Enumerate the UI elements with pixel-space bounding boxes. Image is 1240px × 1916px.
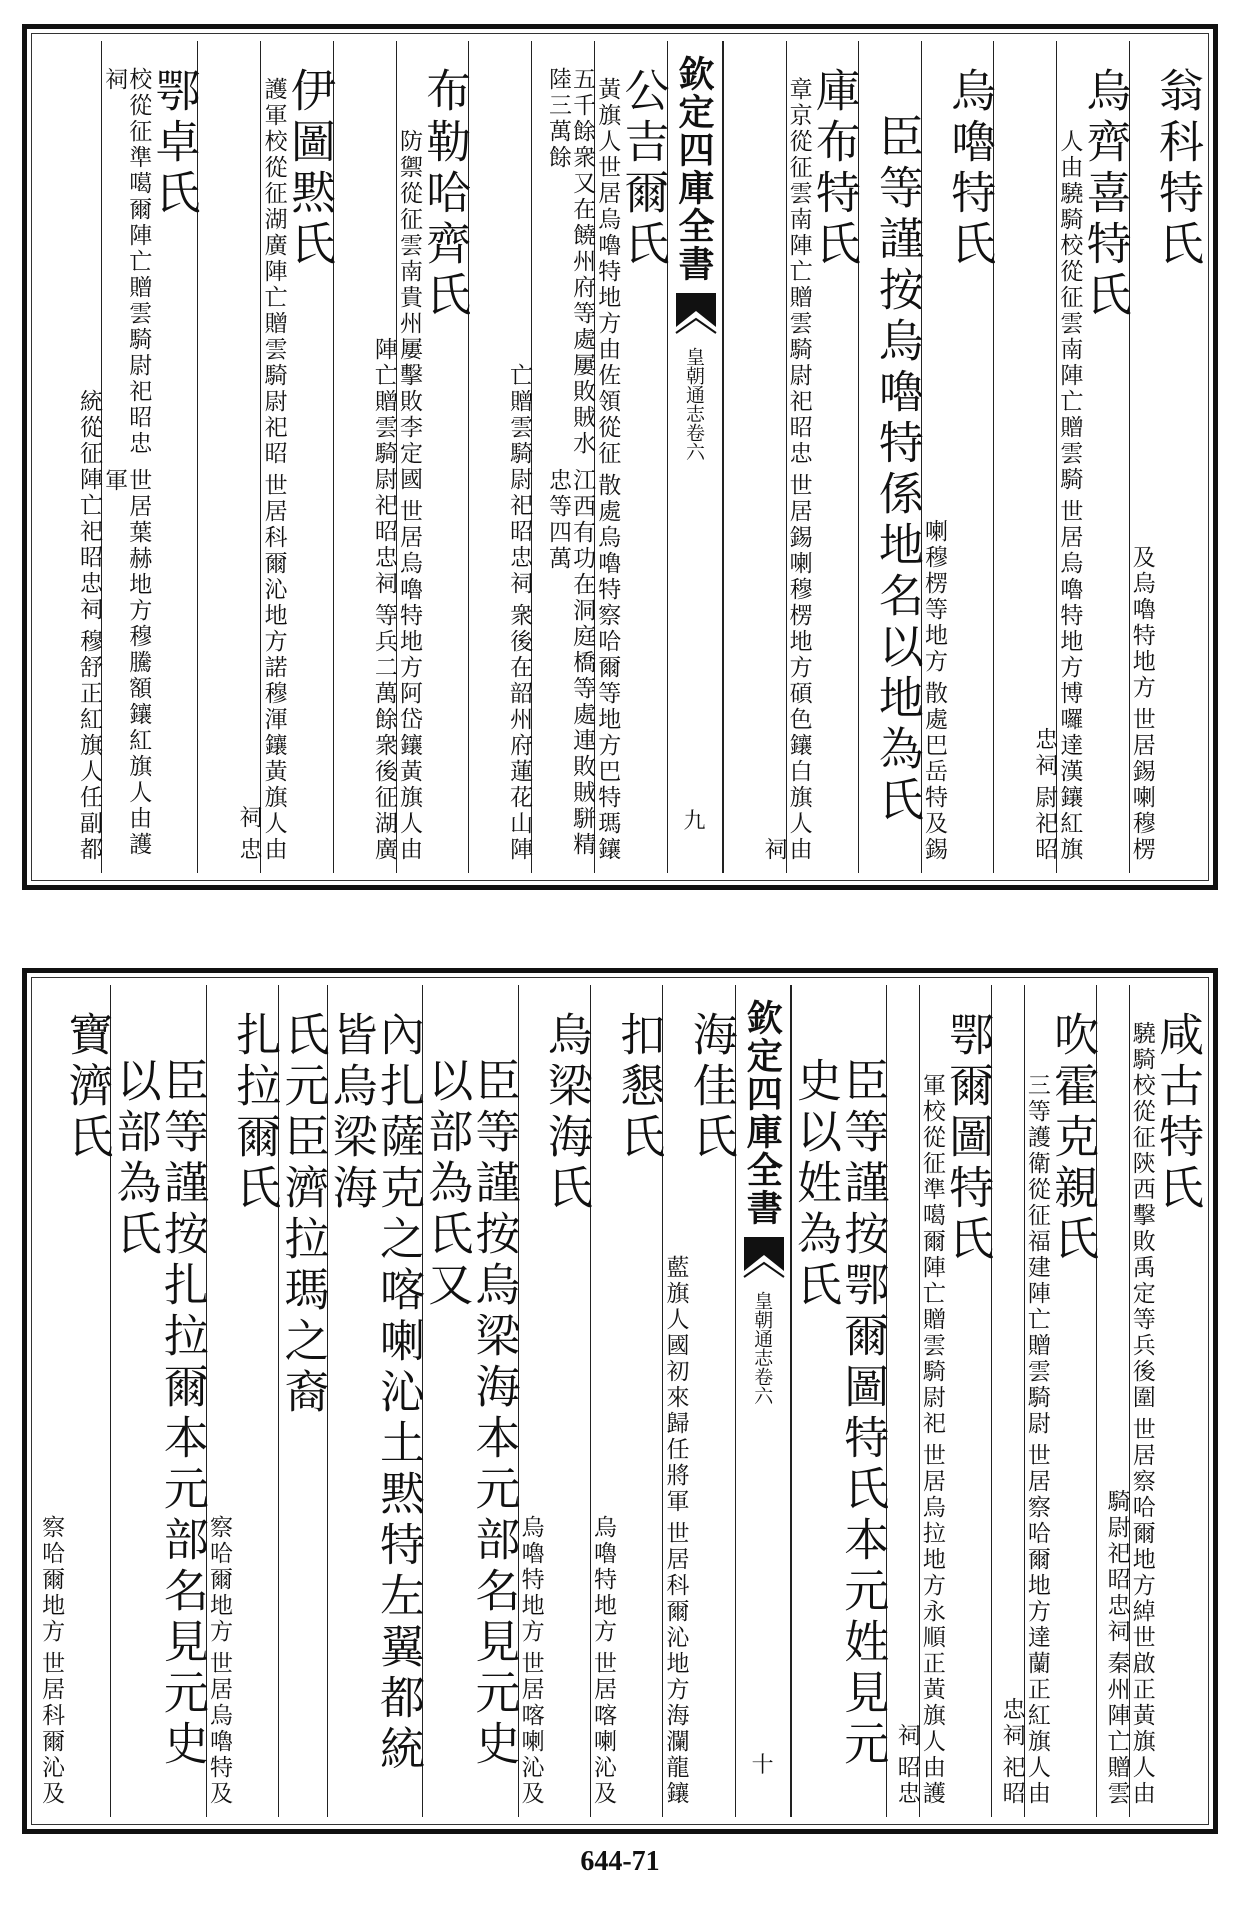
annotation-line: 祀昭 — [998, 1755, 1025, 1807]
annotation-lines — [663, 1011, 687, 1807]
column-content — [108, 1057, 209, 1807]
annotation-line: 世居察哈爾地方綽世啟正黃旗人由 — [1128, 1417, 1155, 1807]
text-column — [531, 41, 594, 873]
column-content — [1128, 1011, 1204, 1807]
annotation-lines — [922, 67, 946, 863]
annotation-line: 世居錫喇穆楞地方碩色鑲白旗人由 — [785, 473, 812, 863]
annotation-lines — [591, 1011, 615, 1807]
text-column — [333, 41, 396, 873]
text-column — [1096, 985, 1129, 1817]
folio-number: 十 — [751, 1753, 774, 1778]
annotation-line: 祠 — [893, 1723, 920, 1749]
annotation-line: 世居烏嚕特地方阿岱鑲黃旗人由 — [395, 499, 422, 863]
entry-heading: 公吉爾氏 — [616, 67, 670, 271]
text-column — [918, 985, 995, 1817]
annotation-line: 世居科爾沁地方諾穆渾鑲黃旗人由 — [260, 473, 287, 863]
annotation-lines — [1000, 1011, 1024, 1807]
entry-heading: 烏梁海氏 — [539, 1011, 593, 1215]
annotation-lines — [1025, 1011, 1049, 1807]
annotation-lines — [895, 1011, 919, 1807]
entry-heading: 內扎薩克之喀喇沁土黙特左翼都統皆烏梁海 — [324, 1011, 426, 1776]
column-content — [517, 1011, 593, 1807]
annotation-line: 喇穆楞等地方 — [921, 519, 947, 675]
annotation-lines — [1057, 67, 1081, 863]
column-content — [546, 67, 594, 863]
entry-heading: 烏嚕特氏 — [943, 67, 997, 271]
entry-heading: 臣等謹按烏嚕特係地名以地為氏 — [870, 113, 924, 827]
text-column — [108, 985, 209, 1817]
column-content — [276, 1011, 330, 1807]
column-content — [1128, 67, 1204, 863]
volume-title: 皇朝通志卷六 — [683, 347, 706, 461]
column-content — [260, 67, 336, 863]
column-content — [1000, 1011, 1024, 1807]
volume-title: 皇朝通志卷六 — [751, 1291, 774, 1405]
annotation-lines — [1104, 1011, 1128, 1807]
column-content — [921, 67, 997, 863]
text-column — [590, 985, 666, 1817]
text-column — [723, 41, 786, 873]
column-content — [1056, 67, 1132, 863]
text-column — [197, 41, 260, 873]
annotation-line: 世居察哈爾地方達蘭正紅旗人由 — [1023, 1443, 1050, 1807]
annotation-line: 察哈爾地方 — [206, 1515, 233, 1645]
annotation-line: 軍校從征準噶爾陣亡贈雲騎尉祀 — [918, 1073, 945, 1437]
column-content — [236, 67, 260, 863]
column-content — [1023, 1011, 1100, 1807]
text-column — [785, 41, 861, 873]
annotation-lines — [761, 67, 785, 863]
column-content — [507, 67, 531, 863]
bottom-columns — [38, 985, 1204, 1817]
entry-heading: 扣懇氏 — [612, 1011, 666, 1164]
entry-heading: 鄂卓氏 — [147, 67, 201, 220]
annotation-line: 忠祠 — [1031, 727, 1058, 779]
column-content — [870, 113, 924, 863]
text-column — [921, 41, 997, 873]
annotation-lines — [236, 67, 260, 863]
annotation-line: 忠祠 — [998, 1697, 1025, 1749]
annotation-line: 統從征陣亡祀昭忠祠 — [75, 389, 102, 623]
bottom-page — [22, 968, 1218, 1834]
annotation-line: 世居錫喇穆楞 — [1128, 707, 1155, 863]
annotation-line: 世居烏嚕特地方博囉達漢鑲紅旗 — [1056, 499, 1083, 863]
text-column — [517, 985, 593, 1817]
annotation-line: 世居葉赫地方穆騰額鑲紅旗人由護軍 — [101, 468, 152, 858]
annotation-line: 及烏嚕特地方 — [1128, 545, 1155, 701]
center-margin — [667, 41, 723, 873]
entry-heading: 翁科特氏 — [1151, 67, 1204, 271]
entry-heading: 伊圖黙氏 — [282, 67, 336, 271]
page-number-footer: 644-71 — [580, 1846, 660, 1877]
text-column — [662, 985, 738, 1817]
annotation-line: 章京從征雲南陣亡贈雲騎尉祀昭忠 — [785, 77, 812, 467]
top-page — [22, 24, 1218, 890]
annotation-line: 烏嚕特地方 — [517, 1515, 544, 1645]
entry-heading: 咸古特氏 — [1151, 1011, 1204, 1215]
entry-heading: 臣等謹按扎拉爾本元部名見元史以部為氏 — [108, 1057, 209, 1771]
annotation-line: 藍旗人國初來歸任將軍 — [662, 1255, 689, 1515]
annotation-line: 三等護衛從征福建陣亡贈雲騎尉 — [1023, 1073, 1050, 1437]
annotation-line: 祠 — [760, 837, 787, 863]
text-column — [395, 41, 472, 873]
column-content — [761, 67, 785, 863]
annotation-line: 世居烏拉地方永順正黃旗人由護 — [918, 1443, 945, 1807]
fishtail-mark-icon — [742, 1237, 786, 1277]
annotation-lines — [102, 67, 150, 863]
column-content — [395, 67, 472, 863]
entry-heading: 海佳氏 — [684, 1011, 738, 1164]
annotation-line: 烏嚕特地方 — [590, 1515, 617, 1645]
entry-heading: 庫布特氏 — [807, 67, 861, 271]
annotation-line: 校從征準噶爾陣亡贈雲騎尉祀昭忠祠 — [101, 67, 152, 457]
top-columns — [39, 41, 1204, 873]
annotation-lines — [1032, 67, 1056, 863]
annotation-line: 散處烏嚕特察哈爾等地方巴特瑪鑲 — [594, 473, 621, 863]
column-content — [918, 1011, 995, 1807]
annotation-line: 五千餘衆又在饒州府等處屢敗賊水陸三萬餘 — [545, 67, 596, 457]
column-content — [420, 1057, 521, 1807]
annotation-lines — [207, 1011, 231, 1807]
annotation-line: 散處巴岳特及錫 — [921, 681, 947, 863]
column-content — [895, 1011, 919, 1807]
annotation-line: 江西有功在洞庭橋等處連敗賊駢精忠等四萬 — [545, 468, 596, 858]
entry-heading: 臣等謹按鄂爾圖特氏本元姓見元史以姓為氏 — [788, 1057, 890, 1771]
annotation-line: 忠 — [235, 837, 262, 863]
annotation-lines — [261, 67, 285, 863]
text-column — [420, 985, 521, 1817]
column-content — [785, 67, 861, 863]
column-content — [594, 67, 670, 863]
annotation-line: 祠 — [235, 805, 262, 831]
entry-heading: 鄂爾圖特氏 — [941, 1011, 995, 1266]
annotation-lines — [1130, 1011, 1154, 1807]
annotation-line: 騎尉祀昭忠祠 — [1103, 1489, 1130, 1645]
annotation-line: 尉祀昭 — [1031, 785, 1058, 863]
column-content — [788, 1057, 890, 1807]
annotation-lines — [372, 67, 396, 863]
text-column — [991, 985, 1024, 1817]
annotation-line: 人由驍騎校從征雲南陣亡贈雲騎 — [1056, 129, 1083, 493]
entry-heading: 布勒哈齊氏 — [418, 67, 472, 322]
annotation-line: 世居科爾沁地方海瀾龍鑲 — [662, 1521, 689, 1807]
center-margin — [735, 985, 791, 1817]
annotation-line: 黃旗人世居烏嚕特地方由佐領從征 — [594, 77, 621, 467]
column-content — [101, 67, 201, 863]
annotation-lines — [546, 67, 594, 863]
text-column — [1056, 41, 1132, 873]
text-column — [260, 41, 336, 873]
column-content — [38, 1011, 114, 1807]
annotation-lines — [920, 1011, 944, 1807]
entry-heading: 吹霍克親氏 — [1046, 1011, 1100, 1266]
annotation-lines — [39, 1011, 63, 1807]
annotation-line: 陣亡贈雲騎尉祀昭忠祠 — [370, 337, 397, 597]
annotation-lines — [397, 67, 421, 863]
entry-heading: 扎拉爾氏 — [228, 1011, 282, 1215]
column-content — [1104, 1011, 1128, 1807]
text-column — [1023, 985, 1100, 1817]
annotation-line: 世居喀喇沁及 — [590, 1651, 617, 1807]
book-header: 欽定四庫全書 — [673, 55, 716, 283]
annotation-line: 防禦從征雲南貴州屢擊敗李定國 — [395, 129, 422, 493]
text-column — [468, 41, 531, 873]
text-column — [276, 985, 330, 1817]
text-column — [1128, 985, 1204, 1817]
annotation-line: 護軍校從征湖廣陣亡贈雲騎尉祀昭 — [260, 77, 287, 467]
annotation-lines — [77, 67, 101, 863]
text-column — [38, 985, 114, 1817]
entry-heading: 臣等謹按烏梁海本元部名見元史以部為氏又 — [420, 1057, 521, 1771]
annotation-line: 世居科爾沁及 — [38, 1651, 65, 1807]
text-column — [324, 985, 426, 1817]
column-content — [662, 1011, 738, 1807]
entry-heading: 氏元臣濟拉瑪之裔 — [276, 1011, 330, 1419]
annotation-lines — [595, 67, 619, 863]
column-content — [372, 67, 396, 863]
text-column — [886, 985, 919, 1817]
text-column — [993, 41, 1056, 873]
column-content — [206, 1011, 282, 1807]
annotation-lines — [519, 1011, 543, 1807]
entry-heading: 寶濟氏 — [60, 1011, 114, 1164]
text-column — [858, 41, 924, 873]
text-column — [788, 985, 890, 1817]
annotation-line: 察哈爾地方 — [38, 1515, 65, 1645]
annotation-line: 亡贈雲騎尉祀昭忠祠 — [506, 363, 533, 597]
text-column — [1128, 41, 1204, 873]
annotation-line: 秦州陣亡贈雲 — [1103, 1651, 1130, 1807]
column-content — [324, 1011, 426, 1807]
text-column — [206, 985, 282, 1817]
text-column — [39, 41, 101, 873]
book-header: 欽定四庫全書 — [741, 999, 784, 1227]
column-content — [77, 67, 101, 863]
annotation-line: 世居烏嚕特及 — [206, 1651, 233, 1807]
annotation-line: 等兵二萬餘衆後征湖廣 — [370, 603, 397, 863]
annotation-lines — [1130, 67, 1154, 863]
text-column — [594, 41, 670, 873]
column-content — [590, 1011, 666, 1807]
annotation-lines — [787, 67, 811, 863]
text-column — [101, 41, 201, 873]
annotation-line: 衆後在韶州府蓮花山陣 — [506, 603, 533, 863]
folio-number: 九 — [683, 809, 706, 834]
annotation-line: 世居喀喇沁及 — [517, 1651, 544, 1807]
annotation-lines — [507, 67, 531, 863]
entry-heading: 烏齊喜特氏 — [1078, 67, 1132, 322]
column-content — [1032, 67, 1056, 863]
annotation-line: 昭忠 — [893, 1755, 920, 1807]
annotation-line: 穆舒正紅旗人任副都 — [75, 629, 102, 863]
fishtail-mark-icon — [674, 293, 718, 333]
annotation-line: 驍騎校從征陝西擊敗禹定等兵後圍 — [1128, 1021, 1155, 1411]
